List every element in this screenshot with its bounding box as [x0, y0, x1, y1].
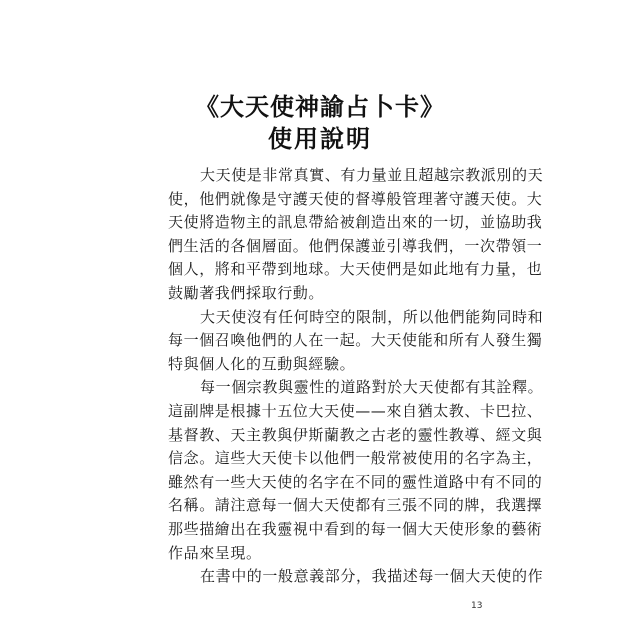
- text-line: 作品來呈現。: [168, 543, 262, 562]
- paragraph-4: [168, 565, 544, 589]
- page-title: 《大天使神諭占卜卡》: [195, 92, 445, 121]
- text-line: 基督教、天主教與伊斯蘭教之古老的靈性教導、經文與: [168, 425, 543, 444]
- text-line: 每一個宗教與靈性的道路對於大天使都有其詮釋。: [200, 378, 544, 397]
- paragraph-3: [168, 376, 544, 565]
- page-number: 13: [471, 601, 483, 611]
- text-line: 大天使沒有任何時空的限制，所以他們能夠同時和: [200, 307, 544, 326]
- page-subtitle: 使用說明: [268, 124, 372, 153]
- text-line: 名稱。請注意每一個大天使都有三張不同的牌，我選擇: [168, 496, 543, 515]
- text-line: 信念。這些大天使卡以他們一般常被使用的名字為主，: [168, 449, 543, 468]
- paragraph-2: [168, 306, 544, 377]
- text-line: 這副牌是根據十五位大天使——來自猶太教、卡巴拉、: [168, 401, 543, 420]
- text-line: 在書中的一般意義部分，我描述每一個大天使的作: [200, 567, 544, 586]
- text-line: 大天使是非常真實、有力量並且超越宗教派別的天: [200, 166, 544, 184]
- body-text: [168, 164, 544, 589]
- text-line: 使，他們就像是守護天使的督導般管理著守護天使。大: [168, 189, 543, 208]
- text-line: 每一個召喚他們的人在一起。大天使能和所有人發生獨: [168, 331, 543, 350]
- text-line: 鼓勵著我們採取行動。: [168, 283, 325, 302]
- text-line: 雖然有一些大天使的名字在不同的靈性道路中有不同的: [168, 472, 543, 491]
- paragraph-1: [168, 164, 544, 306]
- text-line: 天使將造物主的訊息帶給被創造出來的一切，並協助我: [168, 213, 543, 232]
- text-line: 那些描繪出在我靈視中看到的每一個大天使形象的藝術: [168, 519, 543, 538]
- text-line: 們生活的各個層面。他們保護並引導我們，一次帶領一: [168, 236, 543, 255]
- text-line: 特與個人化的互動與經驗。: [168, 354, 356, 373]
- text-line: 個人，將和平帶到地球。大天使們是如此地有力量，也: [168, 260, 543, 279]
